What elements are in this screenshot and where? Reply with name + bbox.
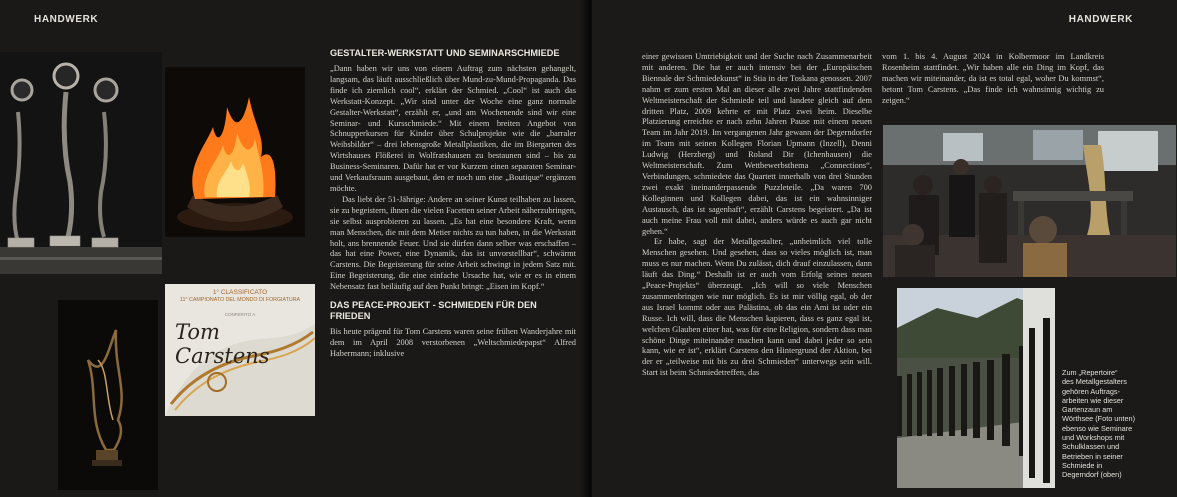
left-page	[0, 0, 585, 497]
caption-line: arbeiten wie dieser	[1062, 395, 1124, 405]
photo-caption	[1062, 368, 1174, 480]
photo-fire-bowl	[165, 67, 305, 237]
article-column-right	[882, 52, 1104, 107]
fence-illustration	[897, 288, 1055, 488]
certificate-signature: Tom Carstens	[175, 320, 270, 368]
paragraph: Das liebt der 51-Jährige: Andere an seiner Kunst teilhaben zu lassen, sie zu begeistern, ihnen die vielen Facetten seiner Arbeit näherzubringen, sie selbst ausprobieren zu lassen. „Es hat eine besondere Kraft, wenn man Menschen, die mit dem Metier nichts zu tun haben, in die Werkstatt holt, ans brennende Feuer. Und sie dürfen dann selber was erschaffen – das hat eine Power, eine Dynamik, das ist unvorstellbar“, schwärmt Carstens. Die Begeisterung für seine Arbeit schwingt in jedem Satz mit. Eine Begeisterung, die eine einfache Ursache hat, wie er es in einem Nebensatz fast beiläufig auf den Punkt bringt: „Eisen im Kopf.“	[330, 194, 576, 292]
paragraph: vom 1. bis 4. August 2024 in Kolbermoor im Landkreis Rosenheim stattfindet. „Wir haben alle ein Ding im Kopf, das machen wir miteinander, da ist es total egal, woher Du kommst“, betont Tom Carstens. „Das finde ich wahnsinnig wichtig zu zeigen.“	[882, 52, 1104, 105]
certificate-line-3: CONFERITO A	[224, 312, 256, 317]
photo-workshop-seminar	[883, 125, 1176, 277]
paragraph: einer gewissen Umtriebigkeit und der Suche nach Zusammenarbeit mit anderen. Die hat er auch intensiv bei der „Europäischen Biennale der Schmiedekunst“ in Stia in der Toskana genossen. 2007 nahm er zum ersten Mal an dieser alle zwei Jahre stattfindenden Weltmeisterschaft der Schmiede teil und landete gleich auf dem dritten Platz, 2009 kehrte er mit Platz zwei heim. Dieselbe Platzierung erreichte er nach zehn Jahren Pause mit einem neuen Team im Jahr 2019. Im vergangenen Jahr gewann der Degerndorfer im Team mit seinen Kollegen Florian Upmann (Inzell), Denni Ludwig (Herzberg) und Roland Dir (Ichenhausen) die Weltmeisterschaft. Zum Wettbewerbsthema „Connections“, Verbindungen, schmiedete das Quartett innerhalb von drei Stunden zwei exakt ineinanderpassende Puzzleteile. „Da waren 700 Kolleginnen und Kollegen dabei, das ist ein wahnsinniger Austausch, das ist sagenhaft“, erzählt Carstens begeistert. „Da ist auch meine Frau voll mit dabei, anders würde es auch gar nicht gehen.“	[642, 52, 872, 236]
sculptures-illustration	[0, 52, 162, 274]
photo-certificate	[165, 284, 315, 416]
caption-line: Degerndorf (oben)	[1062, 470, 1122, 480]
fire-illustration	[165, 67, 305, 237]
caption-line: Wörthsee (Foto unten)	[1062, 414, 1136, 424]
paragraph: „Dann haben wir uns von einem Auftrag zum nächsten gehangelt, langsam, das läuft ausschließlich über Mund-zu-Mund-Propaganda. Das finde ich ziemlich cool“, erklärt der Schmied. „Cool“ ist auch das Werkstatt-Konzept. „Wir sind unter der Woche eine ganz normale Gestalter-Werkstatt“, erzählt er, „und am Wochenende sind wir eine Seminar- und Kursschmiede.“ Mit einem breiten Angebot von Schnupperkursen für Kinder über Schulprojekte wie die „barraler Weibsbilder“ – drei lebensgroße Metallplastiken, die im Biergarten des Wirtshauses Flößerei in Wolfratshausen zu bestaunen sind – bis zu Business-Seminaren. Dafür hat er vor Kurzem einen separaten Seminar- und Verkaufsraum ausgebaut, den er noch um eine „Boutique“ ergänzen möchte.	[330, 64, 576, 193]
caption-line: und Workshops mit	[1062, 433, 1125, 443]
caption-line: gehören Auftrags-	[1062, 386, 1121, 396]
paragraph: Er habe, sagt der Metallgestalter, „unheimlich viel tolle Menschen gesehen. Und gesehen, dass so vieles möglich ist, man muss es nur machen. Wenn Du zulässt, dich drauf einzulassen, dann läuft das Ding.“ Deshalb ist er auch vom Erfolg seines neuen „Peace-Projekts“ überzeugt. „Ich will so viele Menschen zusammenbringen wie nur möglich. Es ist mir völlig egal, ob der aus Israel kommt oder aus Palästina, ob das ein Ami ist oder ein Russe. Ich will, dass die Menschen kapieren, dass es ganz egal ist, welchen Glauben einer hat, was für eine Religion, sondern dass man schöne Dinge miteinander machen kann und dabei jeder so sein kann, wie er ist“, erklärt Carstens den Hintergrund der Aktion, bei der er „teilweise mit bis zu drei Schmieden“ unterwegs sein will. Start ist beim Schmiedetreffen, das	[642, 237, 872, 378]
right-page	[592, 0, 1177, 497]
caption-line: Schmiede in	[1062, 460, 1103, 470]
certificate-line-1: 1° CLASSIFICATO	[212, 289, 268, 296]
photo-sculptures	[0, 52, 162, 274]
paragraph: Bis heute prägend für Tom Carstens waren seine frühen Wanderjahre mit dem im April 2008 verstorbenen „Weltschmiedepapst“ Alfred Habermann; inklusive	[330, 327, 576, 358]
certificate-line-2: 11° CAMPIONATO DEL MONDO DI FORGIATURA	[179, 297, 301, 303]
caption-line: Betrieben in seiner	[1062, 451, 1123, 461]
bronze-illustration	[58, 300, 158, 490]
photo-garden-fence	[897, 288, 1055, 488]
caption-line: Gartenzaun am	[1062, 405, 1113, 415]
caption-line: Zum „Repertoire“	[1062, 368, 1118, 377]
caption-line: des Metallgestalters	[1062, 377, 1127, 387]
article-column-middle	[642, 52, 872, 379]
caption-line: Schulklassen und	[1062, 442, 1120, 452]
caption-line: ebenso wie Seminare	[1062, 423, 1133, 433]
section-heading-workshop: GESTALTER-WERKSTATT UND SEMINARSCHMIEDE	[330, 48, 560, 58]
section-heading-peace-project: DAS PEACE-PROJEKT - SCHMIEDEN FÜR DEN FRIEDEN	[330, 300, 537, 322]
article-column-left	[330, 48, 576, 360]
workshop-illustration	[883, 125, 1176, 277]
section-header-left: HANDWERK	[34, 14, 99, 25]
section-header-right: HANDWERK	[1068, 14, 1133, 25]
photo-bronze-sculpture	[58, 300, 158, 490]
